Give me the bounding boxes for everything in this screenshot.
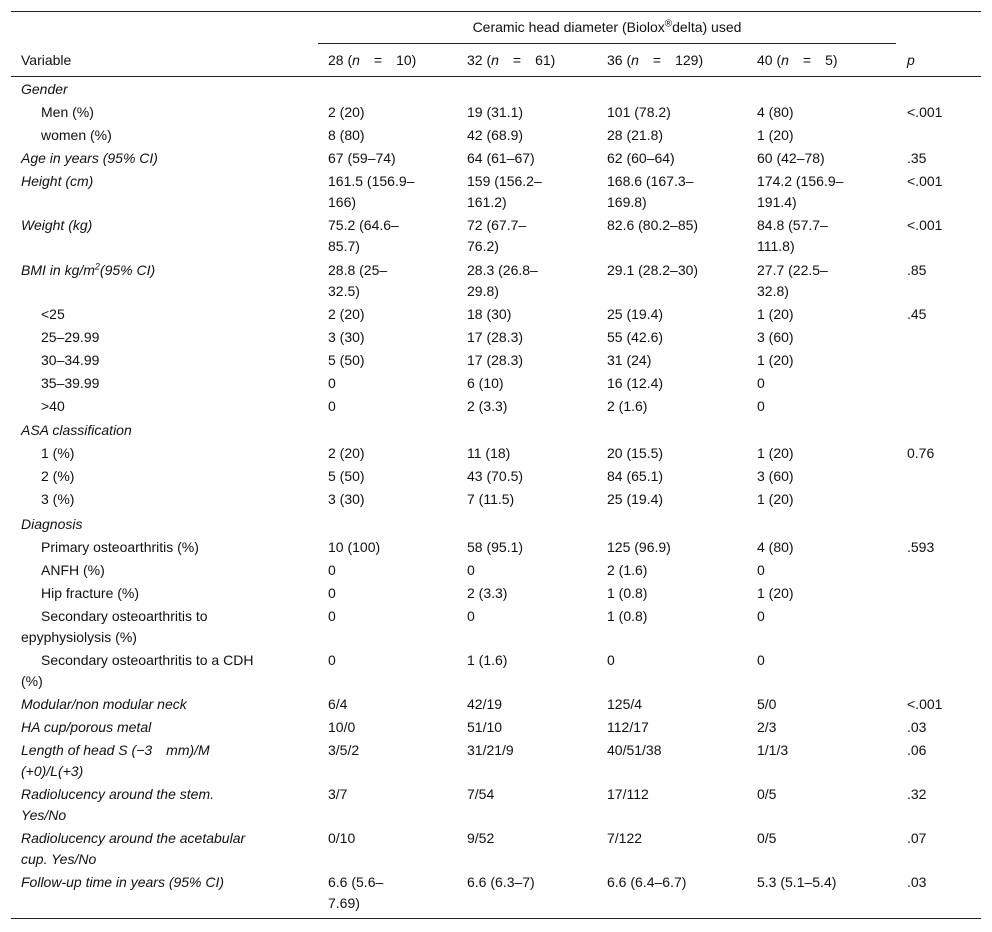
cell-sec-epi-28: 0 (328, 608, 336, 624)
cell-men-40: 4 (80) (757, 104, 794, 120)
cell-followup-40: 5.3 (5.1–5.4) (757, 874, 837, 890)
cell-bmi-25-28: 3 (30) (328, 329, 365, 345)
cell-modular-p: <.001 (907, 696, 943, 712)
cell-height-40-line1: 174.2 (156.9– (757, 173, 844, 189)
row-label-bmi-gt40: >40 (41, 398, 65, 414)
cell-bmi-gt40-40: 0 (757, 398, 765, 414)
cell-modular-28: 6/4 (328, 696, 348, 712)
cell-bmi-28-line1: 28.8 (25– (328, 262, 388, 278)
cell-primary-40: 4 (80) (757, 539, 794, 555)
cell-women-32: 42 (68.9) (467, 127, 524, 143)
cell-sec-epi-40: 0 (757, 608, 765, 624)
cell-rl-cup-p: .07 (907, 830, 927, 846)
cell-length-40: 1/1/3 (757, 742, 789, 758)
cell-asa3-32: 7 (11.5) (467, 491, 515, 507)
cell-primary-36: 125 (96.9) (607, 539, 671, 555)
cell-ha-cup-32: 51/10 (467, 719, 503, 735)
cell-rl-stem-28: 3/7 (328, 786, 348, 802)
cell-bmi-lt25-32: 18 (30) (467, 306, 512, 322)
cell-length-32: 31/21/9 (467, 742, 514, 758)
cell-hip-fracture-28: 0 (328, 585, 336, 601)
cell-asa1-p: 0.76 (907, 445, 935, 461)
cell-women-28: 8 (80) (328, 127, 365, 143)
cell-weight-32-line1: 72 (67.7– (467, 217, 527, 233)
cell-bmi-36: 29.1 (28.2–30) (607, 262, 699, 278)
cell-age-40: 60 (42–78) (757, 150, 825, 166)
row-label-sec-cdh-line2: (%) (21, 673, 43, 689)
cell-asa1-28: 2 (20) (328, 445, 365, 461)
row-label-weight: Weight (kg) (21, 217, 93, 233)
row-label-rl-stem-line2: Yes/No (21, 807, 67, 823)
cell-bmi-30-32: 17 (28.3) (467, 352, 524, 368)
row-label-ha-cup: HA cup/porous metal (21, 719, 152, 735)
cell-weight-28-line2: 85.7) (328, 238, 360, 254)
cell-primary-28: 10 (100) (328, 539, 381, 555)
cell-bmi-35-36: 16 (12.4) (607, 375, 664, 391)
cell-bmi-lt25-36: 25 (19.4) (607, 306, 664, 322)
col-header-28: 28 (n = 10) (328, 52, 417, 68)
row-label-asa2: 2 (%) (41, 468, 75, 484)
cell-anfh-28: 0 (328, 562, 336, 578)
row-label-sec-epi-line1: Secondary osteoarthritis to (41, 608, 208, 624)
col-header-variable: Variable (21, 52, 72, 68)
col-header-36: 36 (n = 129) (607, 52, 704, 68)
group-header-rule (318, 43, 896, 44)
cell-followup-28-line2: 7.69) (328, 895, 360, 911)
col-header-40: 40 (n = 5) (757, 52, 838, 68)
cell-bmi-35-32: 6 (10) (467, 375, 504, 391)
cell-asa1-36: 20 (15.5) (607, 445, 664, 461)
row-label-men: Men (%) (41, 104, 94, 120)
cell-weight-36: 82.6 (80.2–85) (607, 217, 699, 233)
row-label-bmi-35: 35–39.99 (41, 375, 100, 391)
cell-modular-40: 5/0 (757, 696, 777, 712)
cell-sec-cdh-28: 0 (328, 652, 336, 668)
cell-rl-stem-40: 0/5 (757, 786, 777, 802)
cell-weight-p: <.001 (907, 217, 943, 233)
row-label-height: Height (cm) (21, 173, 94, 189)
cell-bmi-p: .85 (907, 262, 927, 278)
cell-bmi-lt25-28: 2 (20) (328, 306, 365, 322)
cell-weight-28-line1: 75.2 (64.6– (328, 217, 399, 233)
cell-height-28-line1: 161.5 (156.9– (328, 173, 415, 189)
row-label-sec-epi-line2: epyphysiolysis (%) (21, 629, 137, 645)
cell-asa2-40: 3 (60) (757, 468, 794, 484)
cell-age-p: .35 (907, 150, 927, 166)
cell-bmi-gt40-32: 2 (3.3) (467, 398, 508, 414)
row-label-bmi: BMI in $kg/m^2(95\%$ CI) (21, 261, 156, 278)
cell-asa3-28: 3 (30) (328, 491, 365, 507)
row-label-length-line2: (+0)/L(+3) (21, 763, 84, 779)
row-label-bmi-25: 25–29.99 (41, 329, 100, 345)
cell-asa1-40: 1 (20) (757, 445, 794, 461)
cell-bmi-lt25-40: 1 (20) (757, 306, 794, 322)
row-label-rl-cup-line1: Radiolucency around the acetabular (21, 830, 246, 846)
row-label-hip-fracture: Hip fracture (%) (41, 585, 140, 601)
row-label-women: women (%) (41, 127, 112, 143)
cell-followup-28-line1: 6.6 (5.6– (328, 874, 384, 890)
row-label-asa: ASA classification (21, 422, 132, 438)
cell-rl-stem-p: .32 (907, 786, 927, 802)
cell-followup-36: 6.6 (6.4–6.7) (607, 874, 687, 890)
cell-anfh-40: 0 (757, 562, 765, 578)
cell-asa3-36: 25 (19.4) (607, 491, 664, 507)
cell-primary-32: 58 (95.1) (467, 539, 524, 555)
cell-length-28: 3/5/2 (328, 742, 360, 758)
row-label-diagnosis: Diagnosis (21, 516, 83, 532)
cell-men-32: 19 (31.1) (467, 104, 524, 120)
col-header-32: 32 (n = 61) (467, 52, 556, 68)
cell-followup-p: .03 (907, 874, 927, 890)
cell-men-36: 101 (78.2) (607, 104, 671, 120)
row-label-primary: Primary osteoarthritis (%) (41, 539, 199, 555)
cell-height-32-line1: 159 (156.2– (467, 173, 542, 189)
cell-bmi-40-line2: 32.8) (757, 283, 789, 299)
cell-rl-stem-32: 7/54 (467, 786, 495, 802)
cell-asa2-28: 5 (50) (328, 468, 365, 484)
cell-asa3-40: 1 (20) (757, 491, 794, 507)
cell-sec-epi-32: 0 (467, 608, 475, 624)
row-label-age: Age in years (95% CI) (21, 150, 158, 166)
cell-rl-cup-32: 9/52 (467, 830, 495, 846)
row-label-rl-cup-line2: cup. Yes/No (21, 851, 97, 867)
cell-hip-fracture-36: 1 (0.8) (607, 585, 648, 601)
cell-primary-p: .593 (907, 539, 935, 555)
cell-height-p: <.001 (907, 173, 943, 189)
cell-hip-fracture-32: 2 (3.3) (467, 585, 508, 601)
cell-age-28: 67 (59–74) (328, 150, 396, 166)
row-label-rl-stem-line1: Radiolucency around the stem. (21, 786, 214, 802)
cell-modular-32: 42/19 (467, 696, 503, 712)
cell-bmi-25-40: 3 (60) (757, 329, 794, 345)
row-label-bmi-30: 30–34.99 (41, 352, 100, 368)
cell-sec-epi-36: 1 (0.8) (607, 608, 648, 624)
cell-men-p: <.001 (907, 104, 943, 120)
cell-bmi-gt40-36: 2 (1.6) (607, 398, 648, 414)
row-label-asa3: 3 (%) (41, 491, 75, 507)
cell-length-36: 40/51/38 (607, 742, 662, 758)
cell-asa2-32: 43 (70.5) (467, 468, 524, 484)
cell-rl-stem-36: 17/112 (607, 786, 649, 802)
row-label-sec-cdh-line1: Secondary osteoarthritis to a CDH (41, 652, 254, 668)
cell-height-40-line2: 191.4) (757, 194, 797, 210)
cell-weight-40-line2: 111.8) (757, 238, 795, 254)
row-label-bmi-lt25: <25 (41, 306, 65, 322)
row-label-length-line1: Length of head S (−3 mm)/M (21, 742, 210, 758)
cell-bmi-32-line1: 28.3 (26.8– (467, 262, 538, 278)
cell-asa1-32: 11 (18) (467, 445, 511, 461)
cell-length-p: .06 (907, 742, 927, 758)
cell-bmi-30-40: 1 (20) (757, 352, 794, 368)
cell-bmi-32-line2: 29.8) (467, 283, 499, 299)
cell-followup-32: 6.6 (6.3–7) (467, 874, 535, 890)
cell-bmi-40-line1: 27.7 (22.5– (757, 262, 828, 278)
cell-rl-cup-28: 0/10 (328, 830, 356, 846)
row-label-asa1: 1 (%) (41, 445, 75, 461)
cell-bmi-25-32: 17 (28.3) (467, 329, 524, 345)
cell-weight-32-line2: 76.2) (467, 238, 499, 254)
header-bottom-rule (11, 76, 981, 77)
cell-bmi-30-28: 5 (50) (328, 352, 365, 368)
cell-height-36-line1: 168.6 (167.3– (607, 173, 694, 189)
cell-ha-cup-36: 112/17 (607, 719, 649, 735)
cell-bmi-30-36: 31 (24) (607, 352, 652, 368)
cell-ha-cup-28: 10/0 (328, 719, 356, 735)
cell-women-36: 28 (21.8) (607, 127, 664, 143)
row-label-gender: Gender (21, 81, 68, 97)
cell-men-28: 2 (20) (328, 104, 365, 120)
row-label-anfh: ANFH (%) (41, 562, 105, 578)
group-header-title: Ceramic head diameter (Biolox®delta) used (472, 18, 742, 35)
row-label-followup: Follow-up time in years (95% CI) (21, 874, 225, 890)
cell-bmi-lt25-p: .45 (907, 306, 927, 322)
cell-hip-fracture-40: 1 (20) (757, 585, 794, 601)
cell-bmi-25-36: 55 (42.6) (607, 329, 664, 345)
cell-height-36-line2: 169.8) (607, 194, 647, 210)
cell-sec-cdh-40: 0 (757, 652, 765, 668)
cell-height-32-line2: 161.2) (467, 194, 507, 210)
row-label-modular: Modular/non modular neck (21, 696, 187, 712)
cell-rl-cup-36: 7/122 (607, 830, 643, 846)
cell-sec-cdh-36: 0 (607, 652, 615, 668)
cell-bmi-35-40: 0 (757, 375, 765, 391)
cell-age-32: 64 (61–67) (467, 150, 535, 166)
cell-sec-cdh-32: 1 (1.6) (467, 652, 508, 668)
table-bottom-rule (11, 918, 981, 919)
cell-height-28-line2: 166) (328, 194, 357, 210)
cell-asa2-36: 84 (65.1) (607, 468, 664, 484)
cell-anfh-36: 2 (1.6) (607, 562, 648, 578)
cell-rl-cup-40: 0/5 (757, 830, 777, 846)
col-header-p: p (907, 52, 915, 68)
cell-weight-40-line1: 84.8 (57.7– (757, 217, 828, 233)
cell-bmi-gt40-28: 0 (328, 398, 336, 414)
cell-women-40: 1 (20) (757, 127, 794, 143)
cell-ha-cup-40: 2/3 (757, 719, 777, 735)
cell-age-36: 62 (60–64) (607, 150, 675, 166)
cell-ha-cup-p: .03 (907, 719, 927, 735)
cell-modular-36: 125/4 (607, 696, 643, 712)
cell-bmi-28-line2: 32.5) (328, 283, 360, 299)
cell-bmi-35-28: 0 (328, 375, 336, 391)
table-top-rule (11, 11, 981, 12)
cell-anfh-32: 0 (467, 562, 475, 578)
